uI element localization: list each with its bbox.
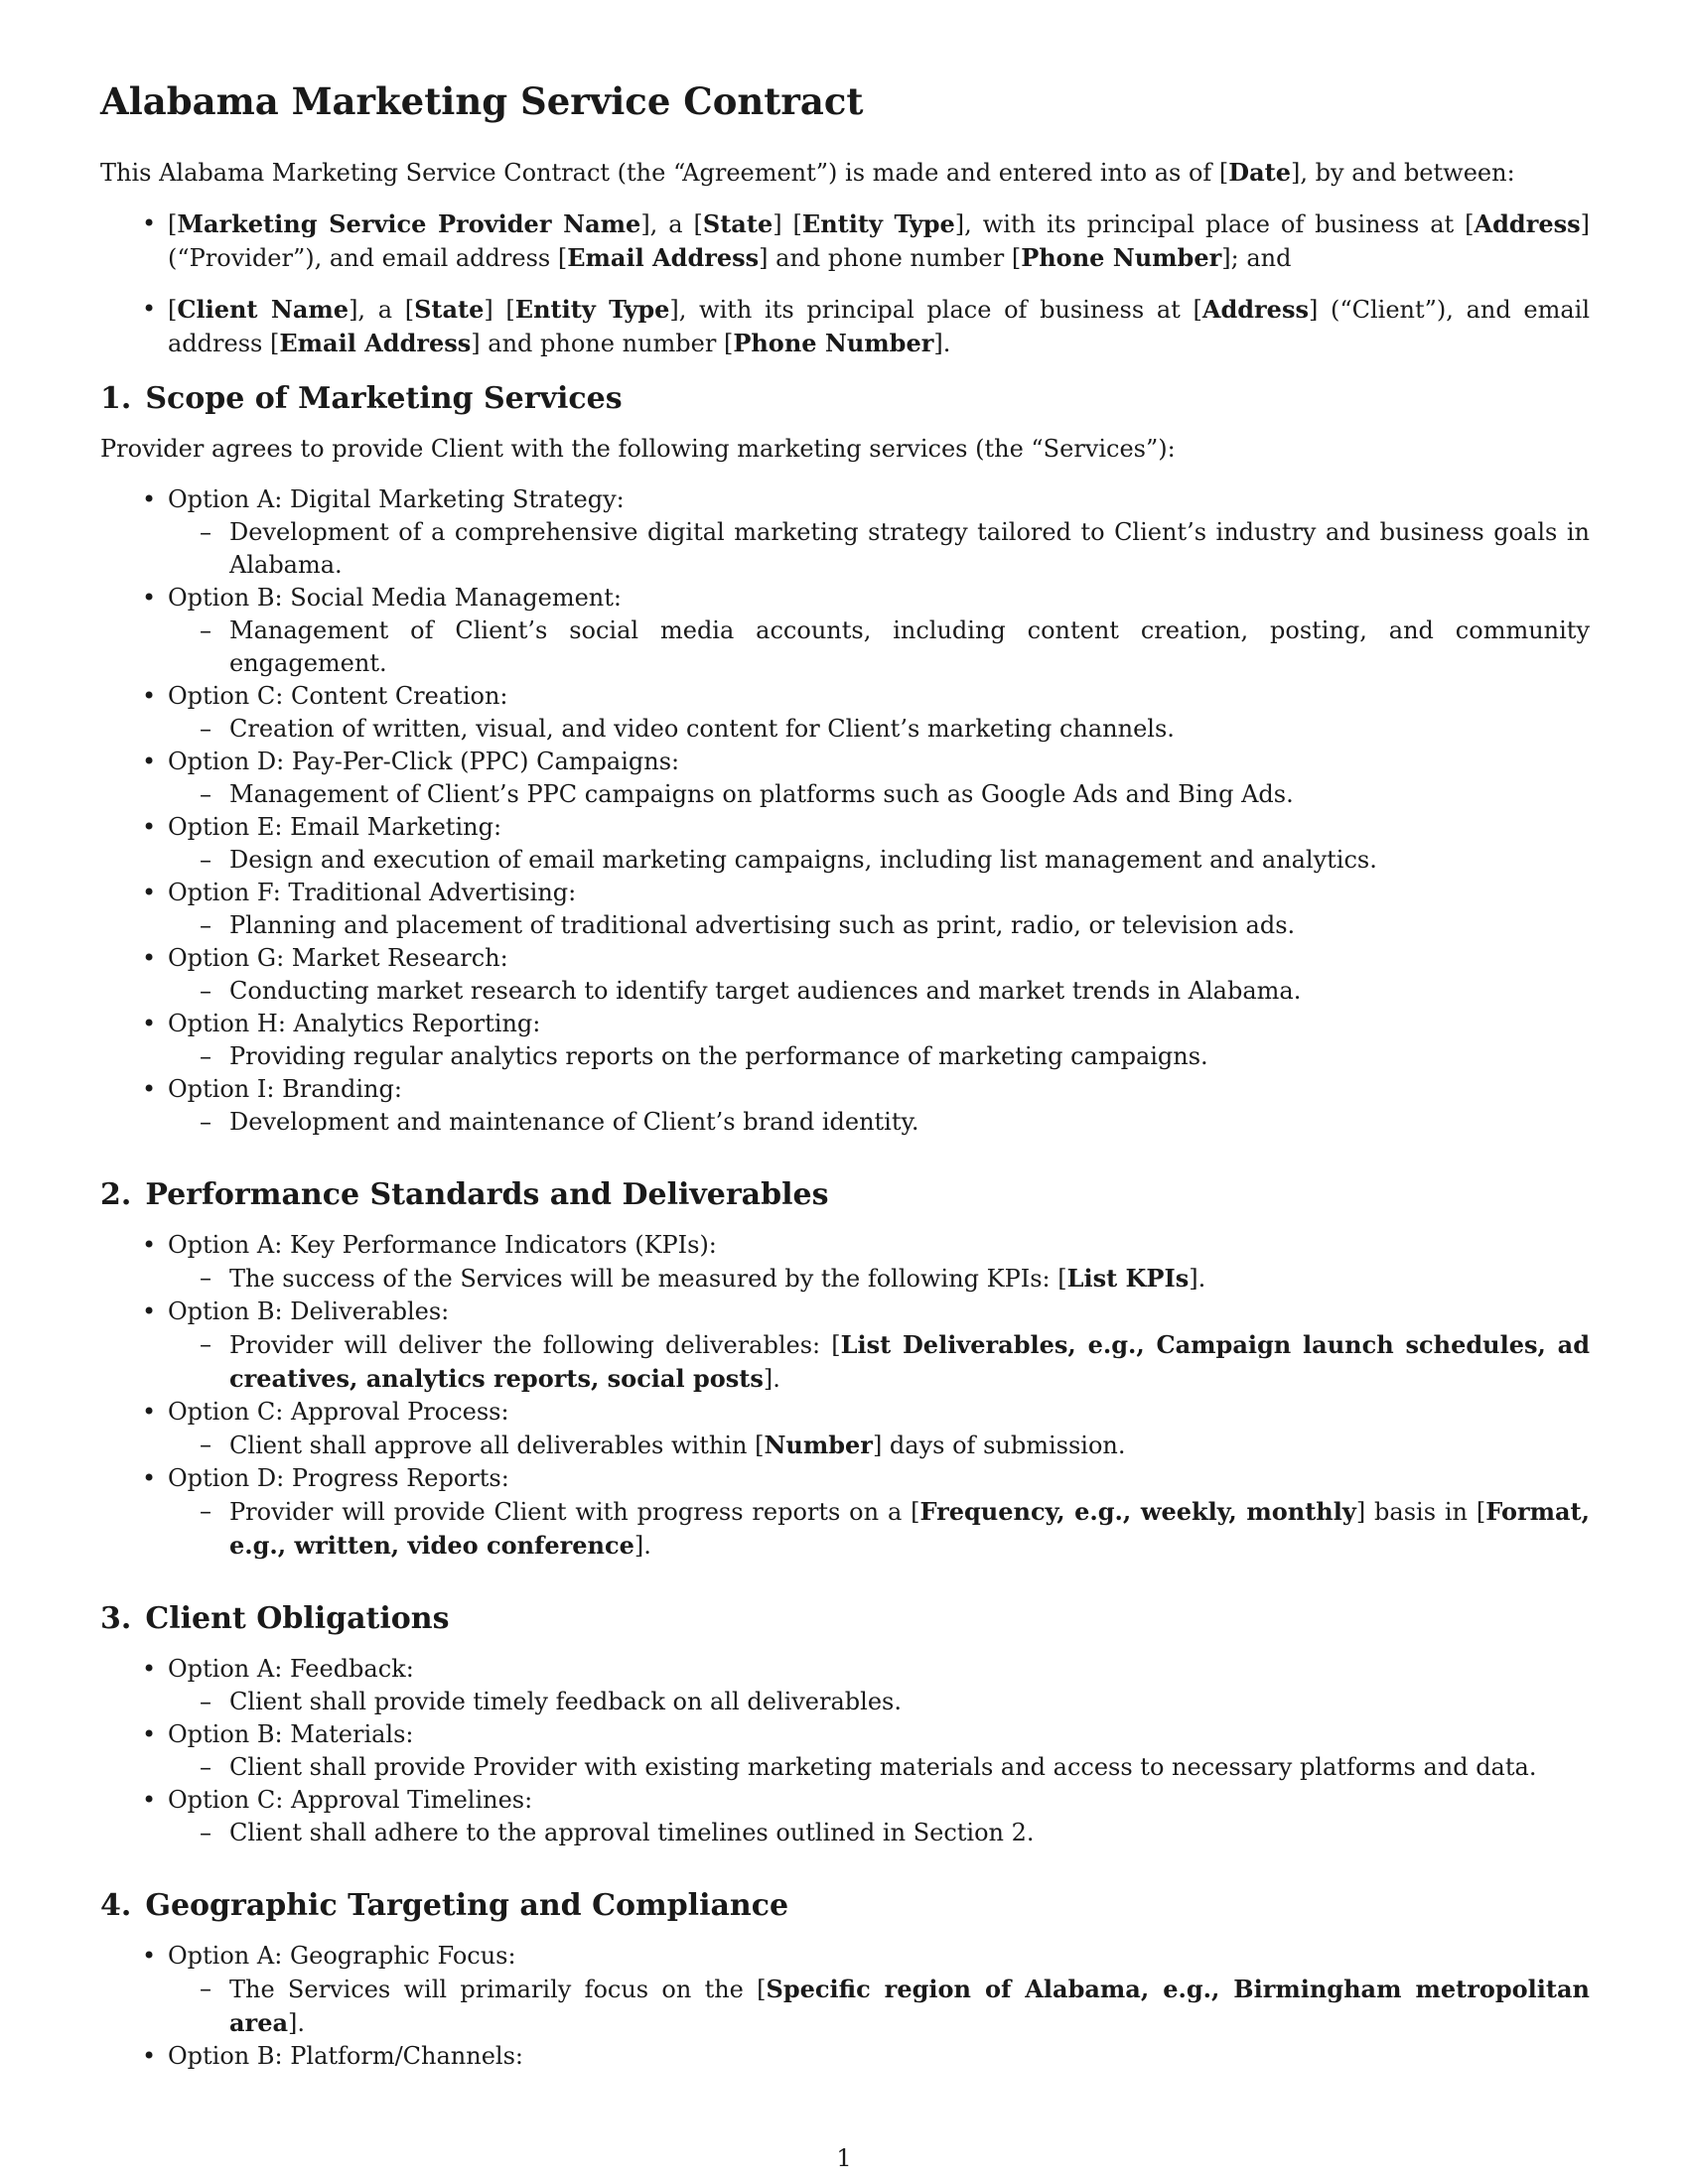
list-item: • Option G: Market Research: – Conducting market research to identify target audiences and market trends in Alabama. [168,942,1590,1008]
sub-item: – Development and maintenance of Client’s brand identity. [229,1106,1590,1139]
section-client-obligations [100,1602,1590,1849]
list-item: • Option A: Digital Marketing Strategy: – Development of a comprehensive digital marketing strategy tailored to Client’s industry and business goals in Alabama. [168,483,1590,582]
list-item: • Option C: Approval Process: – Client shall approve all deliverables within [Number] days of submission. [168,1396,1590,1462]
section-heading: 2. Performance Standards and Deliverables [100,1176,829,1212]
sub-item: – Providing regular analytics reports on the performance of marketing campaigns. [229,1040,1590,1073]
sub-item: – Client shall provide timely feedback on all deliverables. [229,1686,1590,1718]
sub-item: – Management of Client’s social media accounts, including content creation, posting, and community engagement. [229,614,1590,680]
party-client: • [Client Name], a [State] [Entity Type], with its principal place of business at [Address] (“Client”), and email address [Email Address] and phone number [Phone Number]. [168,293,1590,360]
sub-item: – The success of the Services will be measured by the following KPIs: [List KPIs]. [229,1262,1590,1296]
sub-item: – Development of a comprehensive digital marketing strategy tailored to Client’s industry and business goals in Alabama. [229,516,1590,582]
list-item: • Option A: Feedback: – Client shall provide timely feedback on all deliverables. [168,1653,1590,1718]
document-title: Alabama Marketing Service Contract [100,79,864,123]
list-item: • Option B: Platform/Channels: [168,2040,1590,2073]
list-item: • Option E: Email Marketing: – Design and execution of email marketing campaigns, including list management and analytics. [168,811,1590,877]
section-heading: 3. Client Obligations [100,1600,450,1636]
section-performance [100,1178,1590,1563]
section-heading: 4. Geographic Targeting and Compliance [100,1887,789,1923]
date-placeholder: Date [1228,157,1292,187]
sub-item: – Design and execution of email marketing campaigns, including list management and analytics. [229,844,1590,877]
list-item: • Option B: Social Media Management: – Management of Client’s social media accounts, including content creation, posting, and community engagement. [168,582,1590,680]
sub-item: – Conducting market research to identify target audiences and market trends in Alabama. [229,975,1590,1008]
list-item: • Option B: Materials: – Client shall provide Provider with existing marketing materials and access to necessary platforms and data. [168,1718,1590,1784]
sub-item: – Provider will provide Client with progress reports on a [Frequency, e.g., weekly, monthly] basis in [Format, e.g., written, video conference]. [229,1495,1590,1563]
party-provider: • [Marketing Service Provider Name], a [State] [Entity Type], with its principal place of business at [Address] (“Provider”), and email address [Email Address] and phone number [Phone Number]; and [168,207,1590,275]
intro-paragraph: This Alabama Marketing Service Contract (the “Agreement”) is made and entered into as of [Date], by and between: [100,157,1515,187]
section-geographic [100,1889,1590,2073]
sub-item: – Client shall approve all deliverables within [Number] days of submission. [229,1429,1590,1462]
geographic-list [100,1940,1590,2073]
sub-item: – Creation of written, visual, and video content for Client’s marketing channels. [229,713,1590,746]
section-intro: Provider agrees to provide Client with the following marketing services (the “Services”): [100,434,1176,463]
list-item: • Option A: Key Performance Indicators (KPIs): – The success of the Services will be measured by the following KPIs: [List KPIs]. [168,1229,1590,1296]
sub-item: – The Services will primarily focus on the [Specific region of Alabama, e.g., Birmingham metropolitan area]. [229,1973,1590,2040]
sub-item: – Client shall provide Provider with existing marketing materials and access to necessary platforms and data. [229,1751,1590,1784]
section-heading: 1. Scope of Marketing Services [100,380,623,416]
sub-item: – Management of Client’s PPC campaigns on platforms such as Google Ads and Bing Ads. [229,778,1590,811]
list-item: • Option B: Deliverables: – Provider will deliver the following deliverables: [List Deliverables, e.g., Campaign launch schedules, ad creatives, analytics reports, social posts]. [168,1296,1590,1396]
list-item: • Option A: Geographic Focus: – The Services will primarily focus on the [Specific region of Alabama, e.g., Birmingham metropolitan area]. [168,1940,1590,2040]
sub-item: – Planning and placement of traditional advertising such as print, radio, or television ads. [229,909,1590,942]
sub-item: – Provider will deliver the following deliverables: [List Deliverables, e.g., Campaign launch schedules, ad creatives, analytics reports, social posts]. [229,1328,1590,1396]
page-number: 1 [836,2144,852,2172]
obligations-list [100,1653,1590,1849]
list-item: • Option H: Analytics Reporting: – Providing regular analytics reports on the performance of marketing campaigns. [168,1008,1590,1073]
services-list [100,483,1590,1139]
sub-item: – Client shall adhere to the approval timelines outlined in Section 2. [229,1817,1590,1849]
list-item: • Option C: Approval Timelines: – Client shall adhere to the approval timelines outlined in Section 2. [168,1784,1590,1849]
section-scope [100,382,1590,1139]
performance-list [100,1229,1590,1563]
document-page [100,81,1590,2073]
parties-list [100,207,1590,360]
list-item: • Option F: Traditional Advertising: – Planning and placement of traditional advertising such as print, radio, or television ads. [168,877,1590,942]
list-item: • Option C: Content Creation: – Creation of written, visual, and video content for Client’s marketing channels. [168,680,1590,746]
list-item: • Option D: Progress Reports: – Provider will provide Client with progress reports on a [Frequency, e.g., weekly, monthly] basis in [Format, e.g., written, video conference]. [168,1462,1590,1563]
list-item: • Option I: Branding: – Development and maintenance of Client’s brand identity. [168,1073,1590,1139]
list-item: • Option D: Pay-Per-Click (PPC) Campaigns: – Management of Client’s PPC campaigns on platforms such as Google Ads and Bing Ads. [168,746,1590,811]
